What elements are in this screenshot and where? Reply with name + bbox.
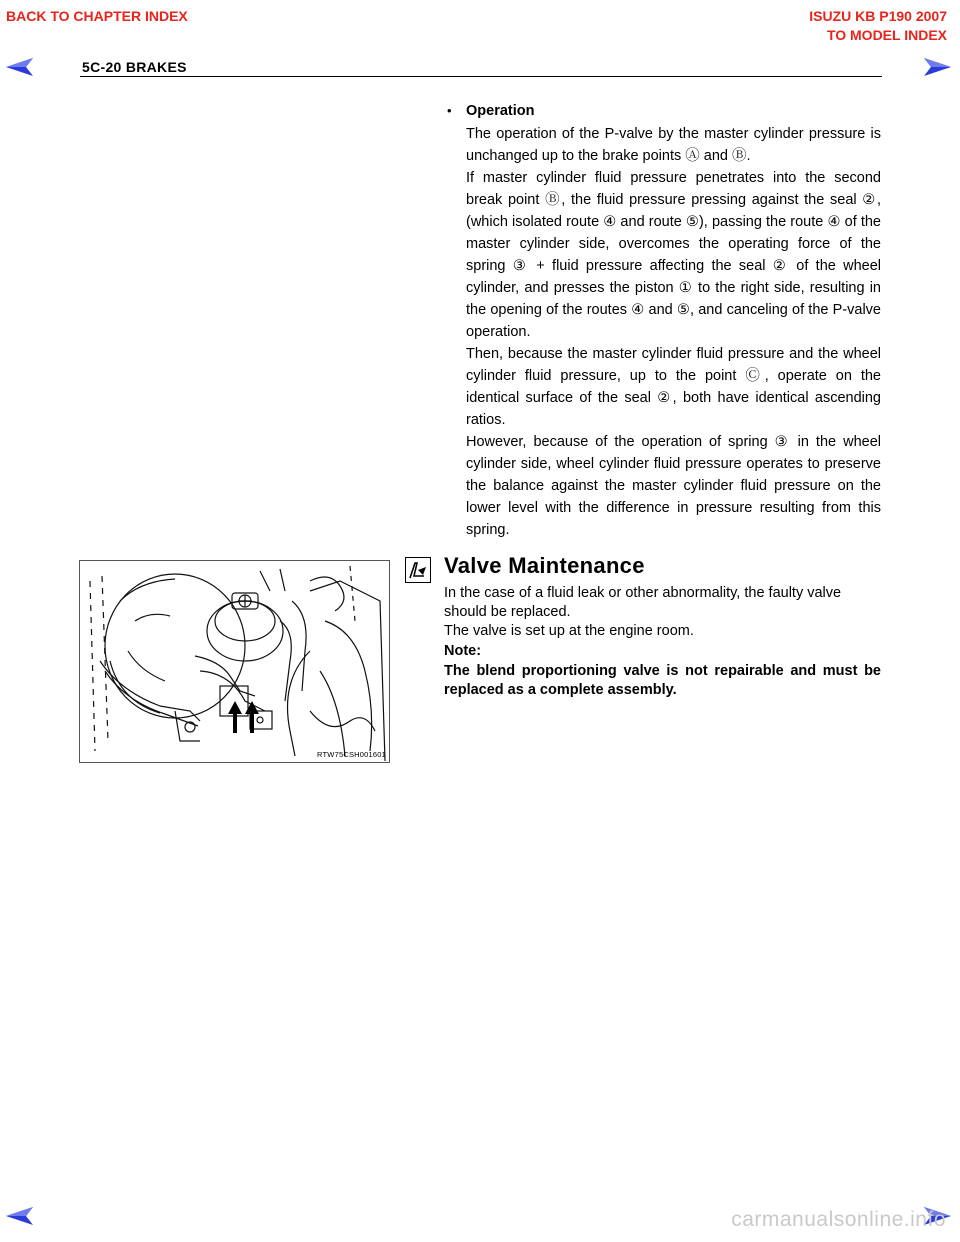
model-title: ISUZU KB P190 2007 [809,8,947,24]
operation-heading: Operation [466,103,535,119]
header-rule [80,76,882,77]
operation-paragraph: The operation of the P-valve by the master cylinder pressure is unchanged up to the brake points Ⓐ and Ⓑ. [466,126,881,164]
watermark: carmanualsonline.info [731,1208,946,1231]
section-title: Valve Maintenance [444,553,645,578]
bullet-marker: • [447,103,452,118]
operation-paragraph: If master cylinder fluid pressure penetrates into the second break point Ⓑ, the fluid pressure pressing against the seal ②, (which isolated route ④ and route ⑤), passing the route ④ of the master cylinder side, overcomes the operating force of the spring ③ + fluid pressure affecting the seal ② of the wheel cylinder, and presses the piston ① to the right side, resulting in the opening of the routes ④ and ⑤, and canceling of the P-valve operation. [466,170,881,340]
next-page-arrow-icon[interactable] [922,57,952,77]
operation-paragraph: However, because of the operation of spring ③ in the wheel cylinder side, wheel cylinder fluid pressure operates to preserve the balance against the master cylinder fluid pressure on the lower level with the difference in pressure resulting from this spring. [466,434,881,538]
back-to-chapter-index-link[interactable]: BACK TO CHAPTER INDEX [6,8,188,24]
note-text: The blend proportioning valve is not repairable and must be replaced as a complete assembly. [444,663,881,698]
previous-page-arrow-icon[interactable] [5,57,35,77]
engine-room-drawing [80,561,389,762]
maintenance-paragraph: In the case of a fluid leak or other abnormality, the faulty valve should be replaced. [444,585,842,620]
engine-room-valve-illustration [79,560,390,763]
to-model-index-link[interactable]: TO MODEL INDEX [826,27,947,43]
page-header: 5C-20 BRAKES [82,59,187,75]
figure-reference-code: RTW75CSH001601 [317,750,386,759]
previous-page-arrow-icon[interactable] [5,1206,35,1226]
maintenance-paragraph: The valve is set up at the engine room. [444,623,694,639]
operation-paragraph: Then, because the master cylinder fluid pressure and the wheel cylinder fluid pressure, up to the point Ⓒ, operate on the identical surface of the seal ②, both have identical ascending ratios. [466,346,881,428]
note-label: Note: [444,643,482,659]
maintenance-tool-icon [405,557,431,583]
